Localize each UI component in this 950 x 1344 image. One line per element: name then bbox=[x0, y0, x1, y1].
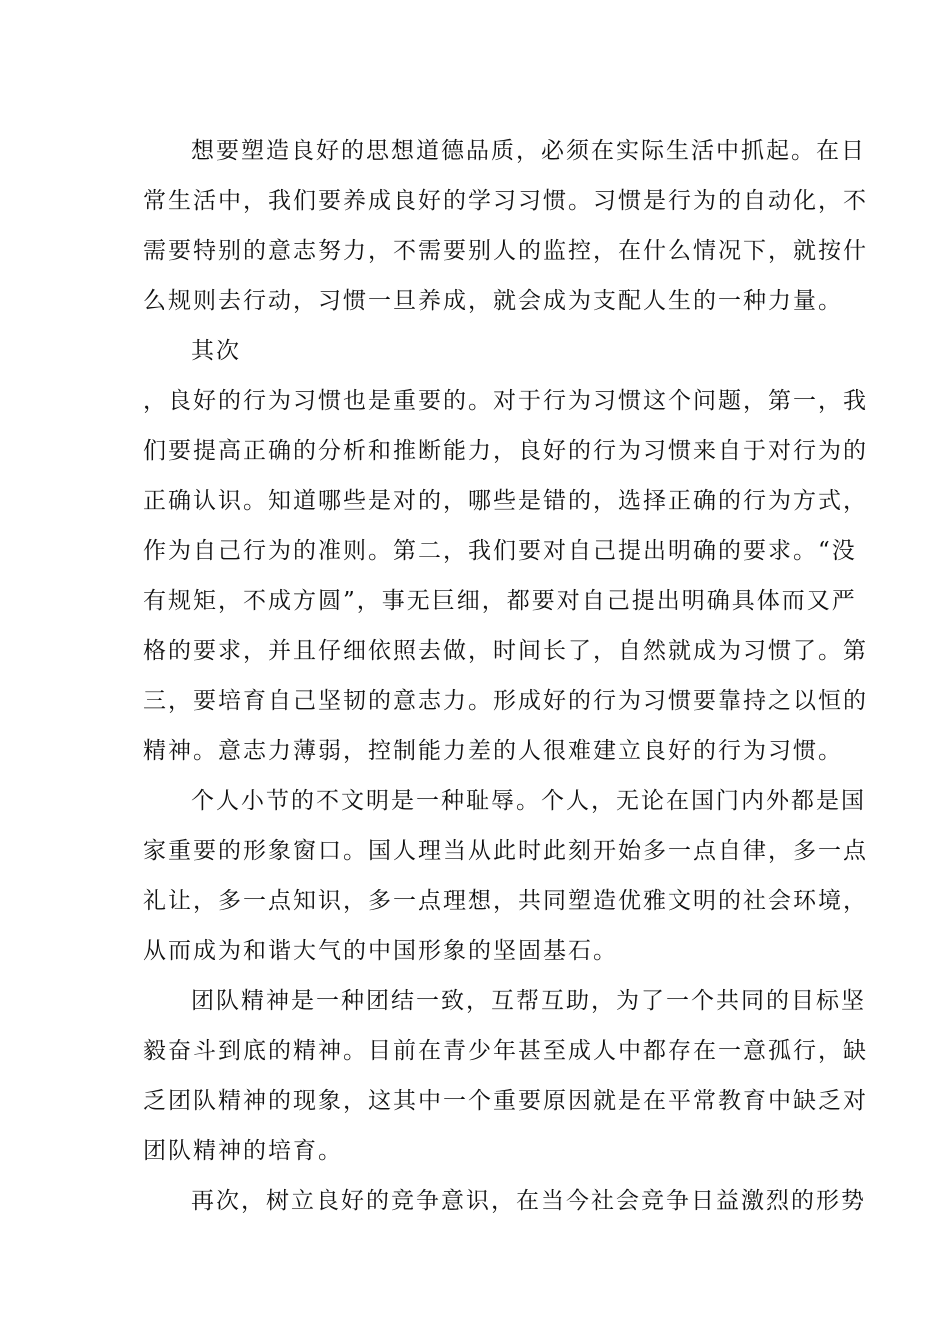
paragraph-line: 作为自己行为的准则。第二，我们要对自己提出明确的要求。“没 bbox=[143, 538, 857, 564]
paragraph-line: 么规则去行动，习惯一旦养成，就会成为支配人生的一种力量。 bbox=[143, 288, 843, 314]
paragraph-line: 家重要的形象窗口。国人理当从此时此刻开始多一点自律，多一点 bbox=[143, 838, 868, 864]
paragraph-line: 乏团队精神的现象，这其中一个重要原因就是在平常教育中缺乏对 bbox=[143, 1088, 868, 1114]
paragraph-line: 精神。意志力薄弱，控制能力差的人很难建立良好的行为习惯。 bbox=[143, 738, 843, 764]
paragraph-line: 三，要培育自己坚韧的意志力。形成好的行为习惯要靠持之以恒的 bbox=[143, 688, 868, 714]
paragraph-line: 从而成为和谐大气的中国形象的坚固基石。 bbox=[143, 938, 618, 964]
paragraph-line: 想要塑造良好的思想道德品质，必须在实际生活中抓起。在日 bbox=[191, 138, 866, 164]
paragraph-line: 常生活中，我们要养成良好的学习习惯。习惯是行为的自动化，不 bbox=[143, 188, 868, 214]
paragraph-line: 其次 bbox=[191, 338, 241, 364]
paragraph-line: 有规矩，不成方圆”，事无巨细，都要对自己提出明确具体而又严 bbox=[143, 588, 857, 614]
paragraph-line: 需要特别的意志努力，不需要别人的监控，在什么情况下，就按什 bbox=[143, 238, 868, 264]
paragraph-line: 正确认识。知道哪些是对的，哪些是错的，选择正确的行为方式， bbox=[143, 488, 868, 514]
paragraph-line: ，良好的行为习惯也是重要的。对于行为习惯这个问题，第一，我 bbox=[143, 388, 868, 414]
paragraph-line: 们要提高正确的分析和推断能力，良好的行为习惯来自于对行为的 bbox=[143, 438, 868, 464]
paragraph-line: 毅奋斗到底的精神。目前在青少年甚至成人中都存在一意孤行，缺 bbox=[143, 1038, 868, 1064]
paragraph-line: 格的要求，并且仔细依照去做，时间长了，自然就成为习惯了。第 bbox=[143, 638, 868, 664]
paragraph-line: 礼让，多一点知识，多一点理想，共同塑造优雅文明的社会环境， bbox=[143, 888, 868, 914]
paragraph-line: 个人小节的不文明是一种耻辱。个人，无论在国门内外都是国 bbox=[191, 788, 866, 814]
paragraph-line: 团队精神的培育。 bbox=[143, 1138, 343, 1164]
paragraph-line: 团队精神是一种团结一致，互帮互助，为了一个共同的目标坚 bbox=[191, 988, 866, 1014]
paragraph-line: 再次，树立良好的竞争意识，在当今社会竞争日益激烈的形势 bbox=[191, 1188, 866, 1214]
